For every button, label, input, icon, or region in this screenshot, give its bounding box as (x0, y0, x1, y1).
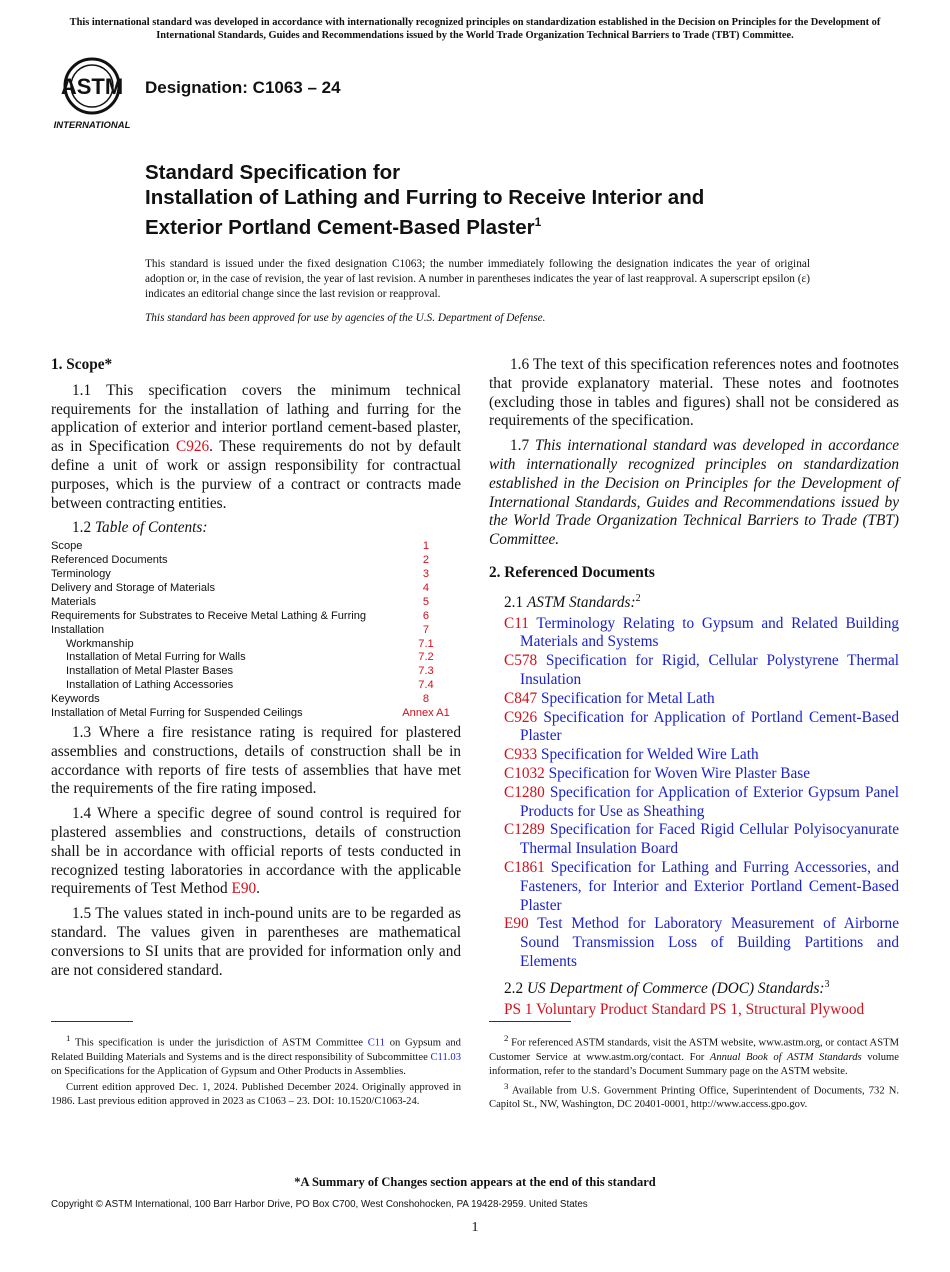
footnotes-left (51, 1031, 461, 1109)
title-line-3: Exterior Portland Cement-Based Plaster$^1$ (145, 215, 542, 239)
reference-code-link[interactable]: C578 (504, 652, 538, 670)
reference-code-link[interactable]: C1032 (504, 765, 545, 783)
astm-reference (489, 746, 899, 765)
doc-standards-heading: 2.2 US Department of Commerce (DOC) Standards:$^3$ (504, 978, 830, 997)
paragraph-1-3: 1.3 Where a fire resistance rating is required for plastered assemblies and constructions, details of construction shall be in accordance with reports of fire tests of assemblies that have met the requirements of the fire rating imposed. (51, 723, 461, 798)
reference-code-link[interactable]: C847 (504, 689, 538, 707)
issue-note: This standard is issued under the fixed designation C1063; the number immediately following the designation indicates the year of original adoption or, in the case of revision, the year of last revision. A number in parentheses indicates the year of last reapproval. A superscript epsilon (ε) indicates an editorial change since the last revision or reapproval. (145, 258, 810, 300)
toc-row (51, 568, 461, 582)
toc-row (51, 638, 461, 652)
toc-row (51, 707, 461, 721)
document-title (145, 160, 885, 240)
reference-title-link[interactable]: Specification for Application of Exterior Gypsum Panel Products for Use as Sheathing (520, 783, 899, 820)
left-column (51, 356, 461, 986)
reference-title-link[interactable]: Specification for Application of Portland Cement-Based Plaster (520, 708, 899, 745)
toc-row (51, 582, 461, 596)
footnote-1: $^1$ This specification is under the jurisdiction of ASTM Committee C11 on Gypsum and Related Building Materials and Systems and is the direct responsibility of Subcommittee C11.03 on Specifications for the Application of Gypsum and Other Products in Assemblies. (51, 1033, 461, 1077)
toc-row (51, 554, 461, 568)
reference-title-link[interactable]: Specification for Metal Lath (540, 689, 715, 707)
astm-reference (489, 765, 899, 784)
toc-label: Installation of Metal Furring for Walls (66, 651, 246, 664)
toc-row (51, 665, 461, 679)
toc-label: Referenced Documents (51, 554, 168, 567)
section-heading-referenced-documents: 2. Referenced Documents (489, 563, 655, 581)
tbt-notice: This international standard was developed in accordance with internationally recognized principles on standardization established in the Decision on Principles for the Development of International Standards, Guides and Recommendations issued by the World Trade Organization Technical Barriers to Trade (TBT) Committee. (69, 17, 881, 41)
reference-code-link[interactable]: E90 (504, 915, 529, 933)
toc-label: Delivery and Storage of Materials (51, 581, 216, 594)
astm-reference (489, 859, 899, 915)
toc-label: Installation (51, 623, 105, 636)
reference-title-link[interactable]: Specification for Rigid, Cellular Polystyrene Thermal Insulation (520, 652, 900, 689)
toc-label: Terminology (51, 567, 111, 580)
toc-section-link[interactable]: 7.1 (418, 637, 434, 650)
reference-title-link[interactable]: Test Method for Laboratory Measurement of Airborne Sound Transmission Loss of Building Partitions and Elements (520, 915, 899, 970)
toc-label: Requirements for Substrates to Receive Metal Lathing & Furring (51, 609, 367, 622)
reference-title-link[interactable]: Specification for Faced Rigid Cellular Polyisocyanurate Thermal Insulation Board (520, 821, 899, 858)
right-column (489, 356, 899, 1019)
reference-title-link[interactable]: Terminology Relating to Gypsum and Related Building Materials and Systems (520, 614, 899, 651)
toc-section-link[interactable]: Annex A1 (402, 707, 450, 720)
footnote-2: $^2$ For referenced ASTM standards, visit the ASTM website, www.astm.org, or contact ASTM Customer Service at www.astm.org/contact. For Annual Book of ASTM Standards volume information, refer to the standard’s Document Summary page on the ASTM website. (489, 1033, 899, 1077)
astm-reference (489, 915, 899, 971)
astm-reference (489, 709, 899, 747)
logo-text: ASTM (60, 74, 124, 99)
paragraph-1-1: 1.1 This specification covers the minimum technical requirements for the installation of lathing and furring for the application of exterior and interior portland cement-based plaster, as in Specification C926. These requirements do not by default define a unit of work or assign responsibility for contractual purposes, which is the purview of a contract or contracts made between contracting entities. (51, 381, 461, 512)
summary-of-changes-note: *A Summary of Changes section appears at the end of this standard (294, 1175, 656, 1189)
astm-reference (489, 784, 899, 822)
astm-logo-icon (52, 56, 136, 132)
title-line-1: Standard Specification for (145, 161, 401, 184)
toc-section-link[interactable]: 3 (422, 567, 430, 580)
astm-reference (489, 652, 899, 690)
link-committee-c11[interactable]: C11 (367, 1037, 385, 1049)
toc-section-link[interactable]: 7 (422, 623, 430, 636)
toc-section-link[interactable]: 2 (422, 554, 430, 567)
link-c926[interactable]: C926 (176, 438, 210, 456)
reference-code-link[interactable]: C1289 (504, 821, 545, 839)
paragraph-1-7: 1.7 This international standard was developed in accordance with internationally recognized principles on standardization established in the Decision on Principles for the Development of International Standards, Guides and Recommendations issued by the World Trade Organization Technical Barriers to Trade (TBT) Committee. (489, 437, 899, 549)
toc-section-link[interactable]: 7.2 (418, 651, 434, 664)
astm-logo (52, 56, 136, 132)
paragraph-1-4: 1.4 Where a specific degree of sound control is required for plastered assemblies and constructions, details of construction shall be in accordance with official reports of tests conducted in recognized testing laboratories in accordance with the applicable requirements of Test Method E90. (51, 805, 461, 898)
astm-reference-list (489, 615, 899, 972)
reference-code-link[interactable]: C933 (504, 746, 538, 764)
toc-row (51, 596, 461, 610)
toc-section-link[interactable]: 7.3 (418, 665, 434, 678)
reference-code-link[interactable]: C11 (504, 614, 529, 632)
footnote-3: $^3$ Available from U.S. Government Printing Office, Superintendent of Documents, 732 N. Capitol St., NW, Washington, DC 20401-0001, http://www.access.gpo.gov. (489, 1080, 899, 1111)
reference-code-link[interactable]: C926 (504, 708, 538, 726)
toc-label: Scope (51, 540, 83, 553)
astm-reference (489, 690, 899, 709)
footnote-1-edition: Current edition approved Dec. 1, 2024. Published December 2024. Originally approved in 1986. Last previous edition approved in 2023 as C1063 – 23. DOI: 10.1520/C1063-24. (51, 1081, 461, 1107)
toc-row (51, 651, 461, 665)
paragraph-1-5: 1.5 The values stated in inch-pound units are to be regarded as standard. The values given in parentheses are mathematical conversions to SI units that are provided for information only and are not considered standard. (51, 905, 461, 979)
reference-code-link[interactable]: C1861 (504, 859, 545, 877)
title-footnote-mark: 1 (534, 215, 542, 229)
toc-row (51, 679, 461, 693)
toc-label: Installation of Lathing Accessories (66, 679, 234, 692)
page-number: 1 (471, 1220, 479, 1235)
copyright: Copyright © ASTM International, 100 Barr Harbor Drive, PO Box C700, West Conshohocken, PA 19428-2959. United States (51, 1199, 588, 1210)
paragraph-1-6: 1.6 The text of this specification references notes and footnotes that provide explanatory material. These notes and footnotes (excluding those in tables and figures) shall not be considered as requirements of the specification. (489, 356, 899, 430)
table-of-contents (51, 540, 461, 721)
footnote-rule-left (51, 1021, 133, 1022)
astm-reference (489, 615, 899, 653)
astm-standards-heading: 2.1 ASTM Standards:$^2$ (504, 592, 641, 611)
toc-section-link[interactable]: 6 (422, 609, 430, 622)
toc-label: Materials (51, 595, 97, 608)
astm-reference (489, 821, 899, 859)
toc-row (51, 610, 461, 624)
toc-row (51, 693, 461, 707)
toc-section-link[interactable]: 4 (422, 581, 430, 594)
toc-row (51, 624, 461, 638)
title-line-2: Installation of Lathing and Furring to Receive Interior and (145, 186, 705, 209)
section-heading-scope: 1. Scope* (51, 356, 113, 373)
reference-title-link[interactable]: Specification for Lathing and Furring Accessories, and Fasteners, for Interior and Exterior Portland Cement-Based Plaster (520, 859, 899, 914)
toc-label: Workmanship (66, 637, 134, 650)
ref-ps1[interactable]: PS 1 Voluntary Product Standard PS 1, Structural Plywood (504, 1000, 865, 1018)
footnote-rule-right (489, 1021, 571, 1022)
paragraph-1-2: 1.2 Table of Contents: (72, 519, 208, 537)
toc-label: Installation of Metal Furring for Suspended Ceilings (51, 707, 303, 720)
link-subcommittee-c11-03[interactable]: C11.03 (430, 1051, 461, 1063)
designation: Designation: C1063 – 24 (145, 78, 341, 97)
reference-title-link[interactable]: Specification for Woven Wire Plaster Base (548, 765, 811, 783)
footnotes-right (489, 1031, 899, 1112)
toc-section-link[interactable]: 8 (422, 693, 430, 706)
reference-code-link[interactable]: C1280 (504, 783, 545, 801)
toc-section-link[interactable]: 1 (422, 540, 430, 553)
reference-title-link[interactable]: Specification for Welded Wire Lath (540, 746, 759, 764)
toc-row (51, 540, 461, 554)
toc-label: Keywords (51, 693, 100, 706)
logo-subtext: INTERNATIONAL (53, 120, 131, 131)
toc-label: Installation of Metal Plaster Bases (66, 665, 234, 678)
toc-section-link[interactable]: 7.4 (418, 679, 434, 692)
toc-section-link[interactable]: 5 (422, 595, 430, 608)
dod-approval-note: This standard has been approved for use by agencies of the U.S. Department of Defense. (145, 312, 546, 324)
link-e90[interactable]: E90 (231, 880, 257, 898)
